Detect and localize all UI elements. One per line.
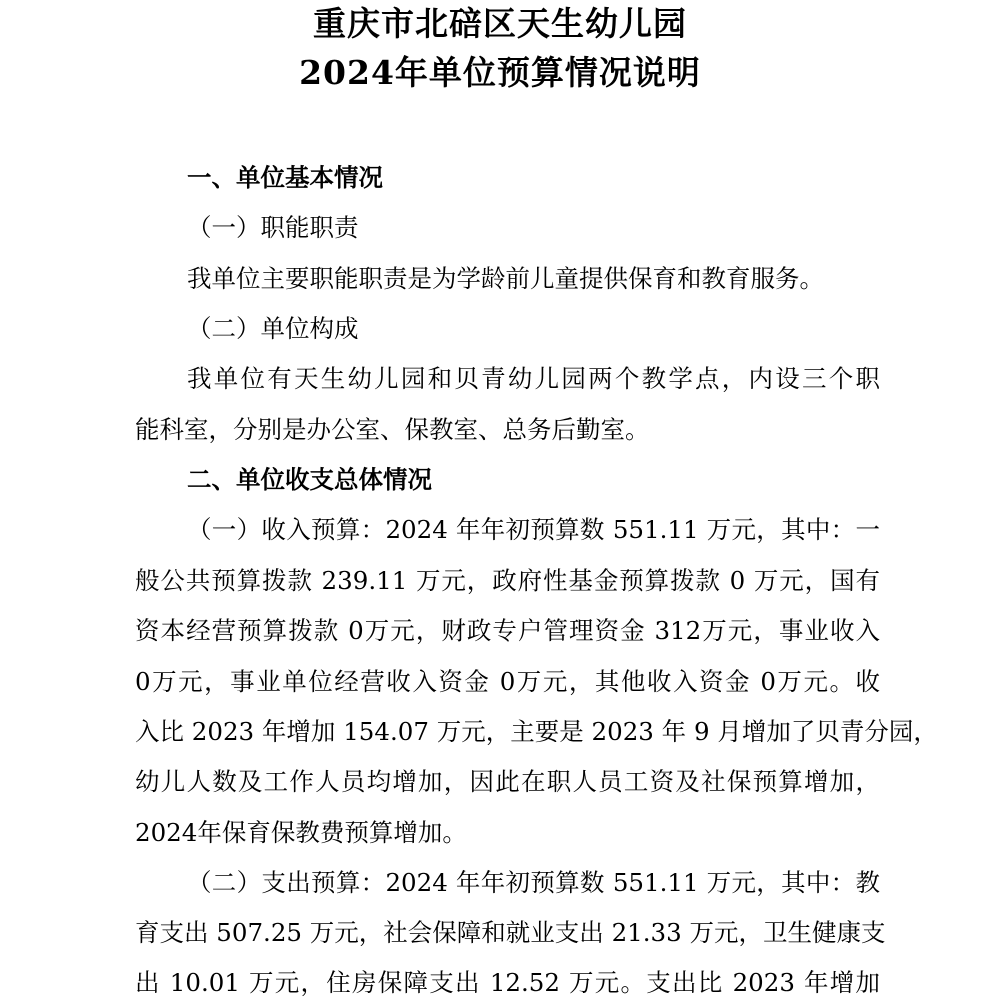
- paragraph-line: 0万元，事业单位经营收入资金 0万元，其他收入资金 0万元。收: [135, 667, 880, 696]
- paragraph-line: 资本经营预算拨款 0万元，财政专户管理资金 312万元，事业收入: [135, 616, 880, 645]
- paragraph-line: 2024年保育保教费预算增加。: [135, 818, 467, 847]
- paragraph-line: 入比 2023 年增加 154.07 万元，主要是 2023 年 9 月增加了贝青分园，: [135, 717, 938, 746]
- section-heading-basic-info: 一、单位基本情况: [187, 163, 383, 192]
- paragraph-line: 育支出 507.25 万元，社会保障和就业支出 21.33 万元，卫生健康支: [135, 918, 886, 947]
- subsection-heading-composition: （二）单位构成: [187, 314, 359, 343]
- paragraph-line: 幼儿人数及工作人员均增加，因此在职人员工资及社保预算增加，: [135, 767, 880, 796]
- paragraph-line: 出 10.01 万元，住房保障支出 12.52 万元。支出比 2023 年增加: [135, 968, 880, 997]
- document-title-line-1: 重庆市北碚区天生幼儿园: [313, 4, 687, 43]
- paragraph-line: （二）支出预算：2024 年年初预算数 551.11 万元，其中：教: [187, 868, 880, 897]
- subsection-heading-functions: （一）职能职责: [187, 213, 359, 242]
- paragraph-line: 我单位有天生幼儿园和贝青幼儿园两个教学点，内设三个职: [187, 364, 880, 393]
- paragraph-line: 能科室，分别是办公室、保教室、总务后勤室。: [135, 415, 650, 444]
- paragraph-line: 我单位主要职能职责是为学龄前儿童提供保育和教育服务。: [187, 264, 824, 293]
- section-heading-overall-budget: 二、单位收支总体情况: [187, 465, 432, 494]
- paragraph-line: 般公共预算拨款 239.11 万元，政府性基金预算拨款 0 万元，国有: [135, 566, 880, 595]
- document-title-line-2: 2024年单位预算情况说明: [299, 53, 701, 92]
- paragraph-line: （一）收入预算：2024 年年初预算数 551.11 万元，其中：一: [187, 515, 880, 544]
